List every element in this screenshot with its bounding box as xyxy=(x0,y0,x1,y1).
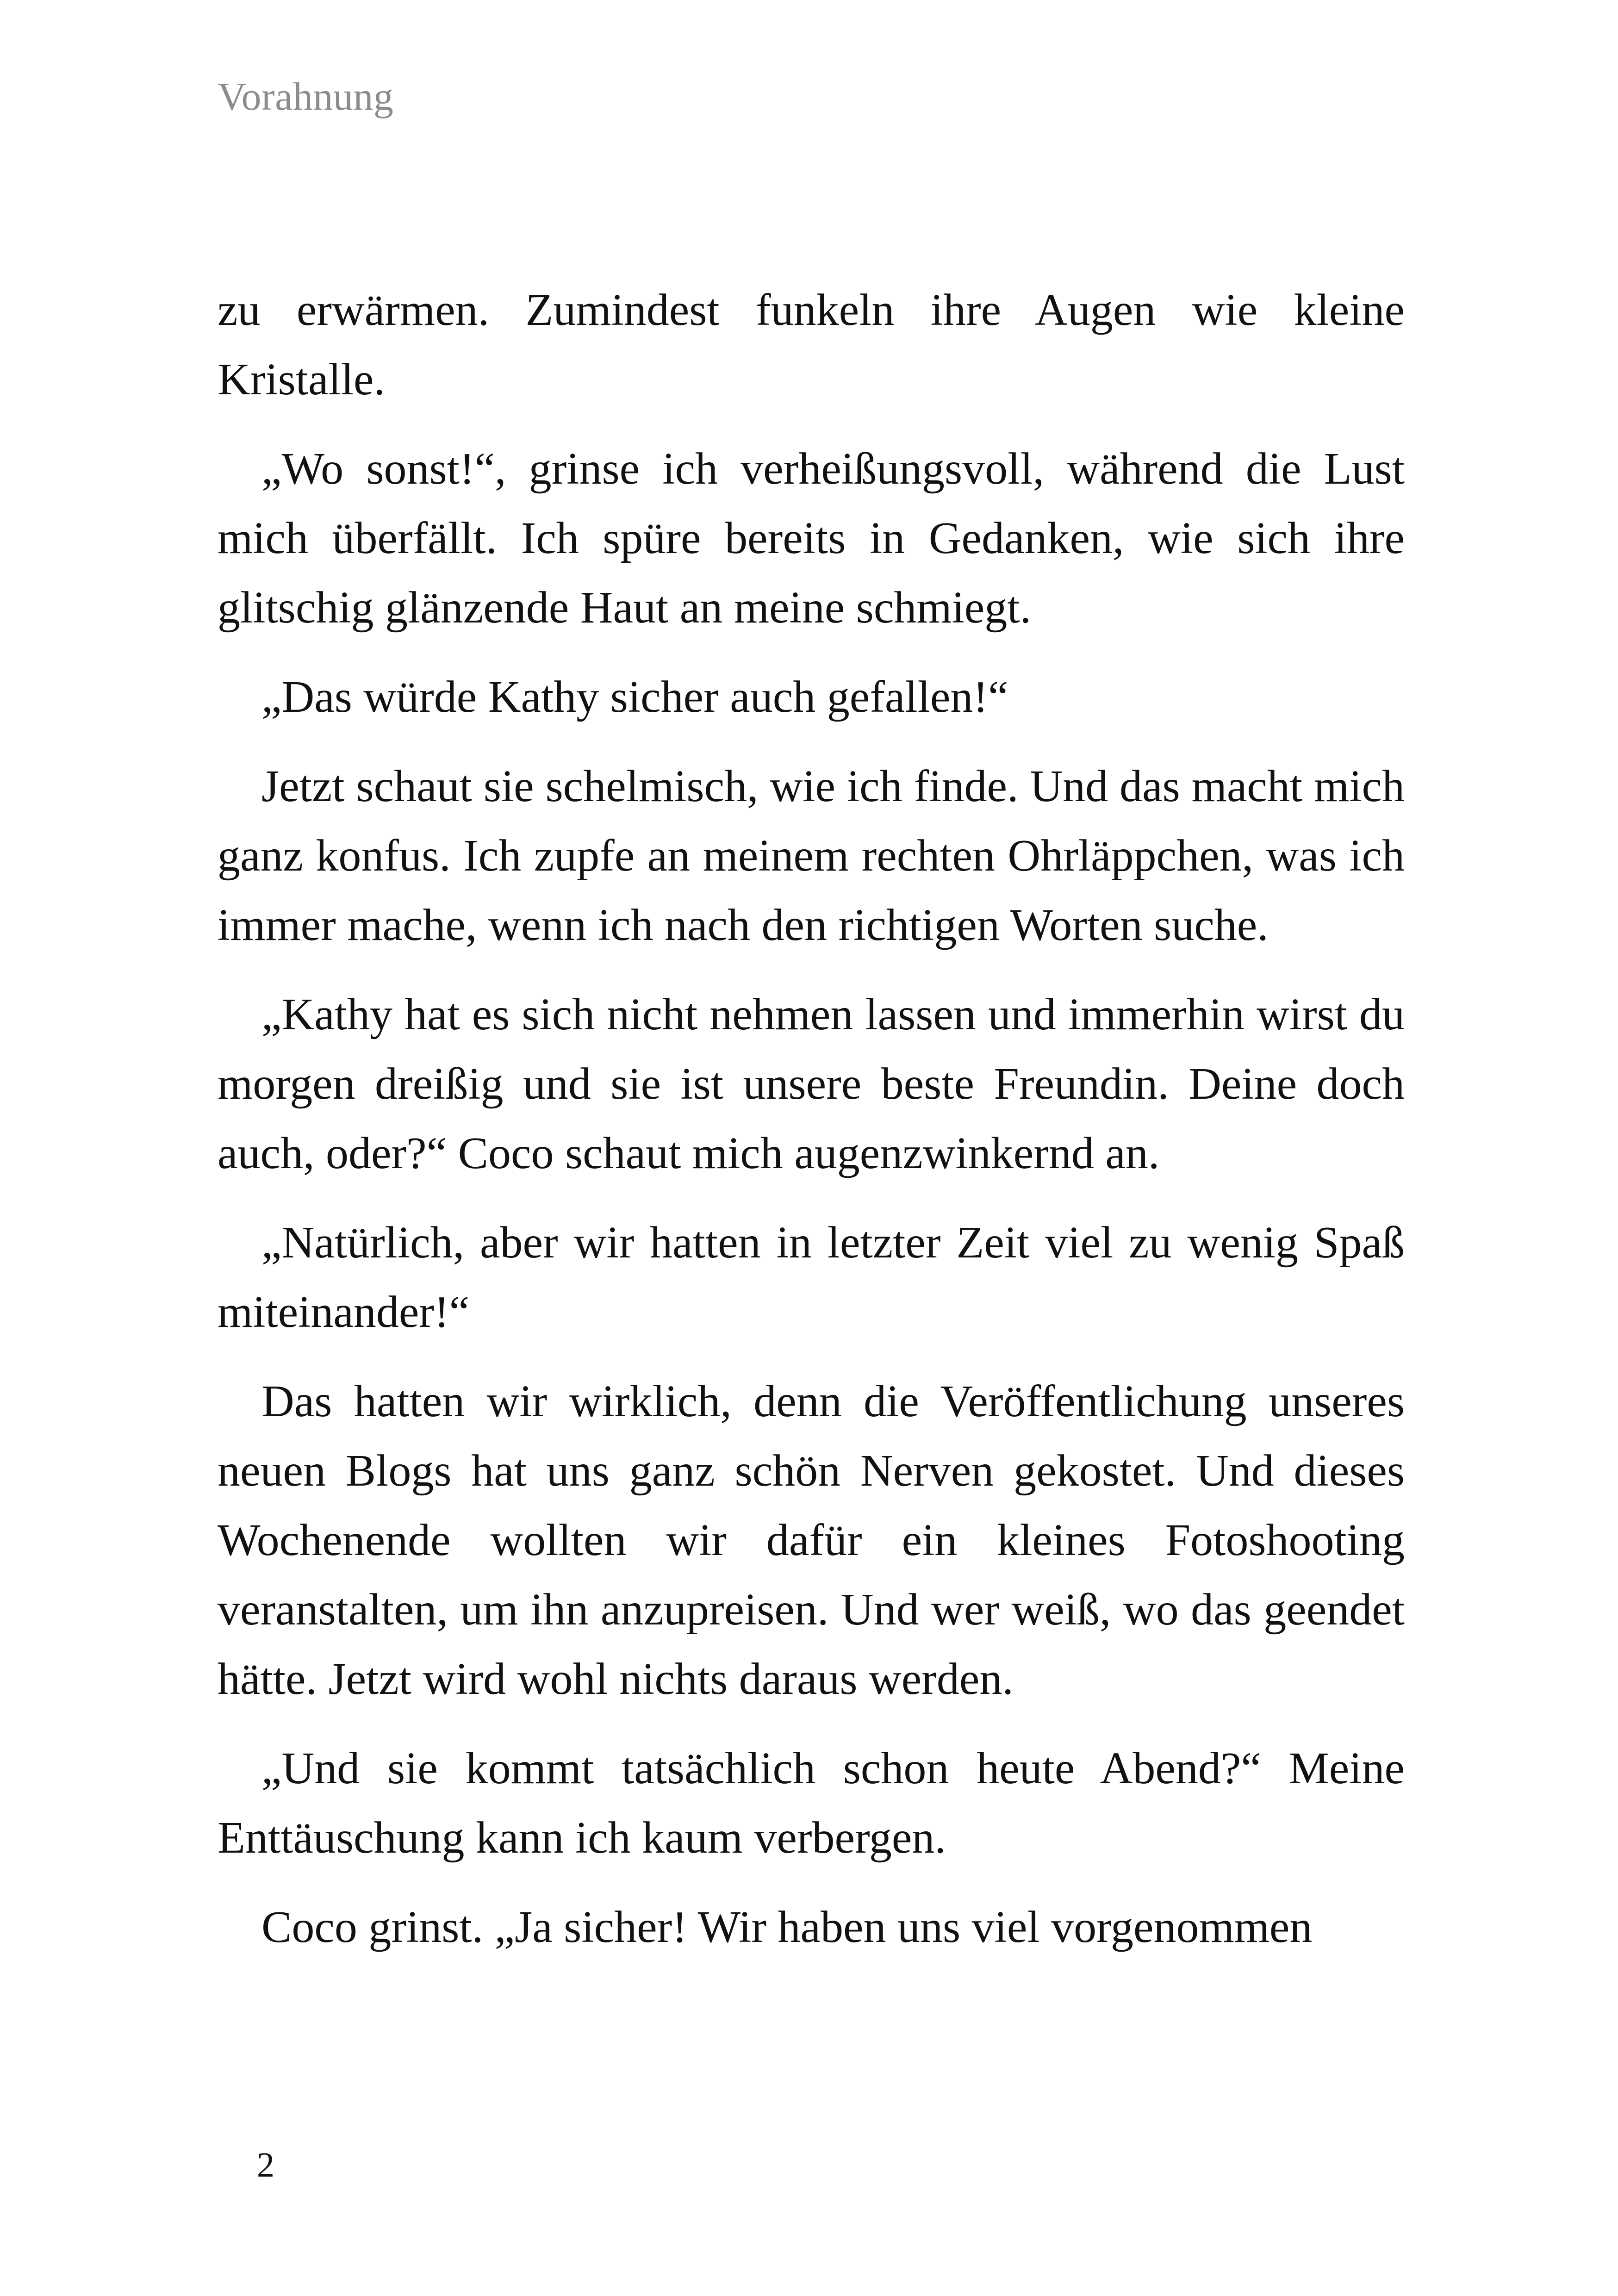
running-header-title: Vorahnung xyxy=(218,74,394,118)
paragraph: „Kathy hat es sich nicht nehmen lassen und immerhin wirst du morgen dreißig und sie ist unsere beste Freundin. Deine doch auch, oder?“ Coco schaut mich augenzwinkernd an. xyxy=(218,989,1405,1178)
body-text xyxy=(218,275,1405,1982)
paragraph: „Natürlich, aber wir hatten in letzter Zeit viel zu wenig Spaß miteinander!“ xyxy=(218,1218,1405,1337)
paragraph: Das hatten wir wirklich, denn die Veröffentlichung unseres neuen Blogs hat uns ganz schön Nerven gekostet. Und dieses Wochenende wollten wir dafür ein kleines Fotoshooting veranstalten, um ihn anzupreisen. Und wer weiß, wo das geendet hätte. Jetzt wird wohl nichts daraus werden. xyxy=(218,1376,1405,1704)
paragraph: „Und sie kommt tatsächlich schon heute Abend?“ Meine Enttäuschung kann ich kaum verbergen. xyxy=(218,1743,1405,1863)
paragraph: „Das würde Kathy sicher auch gefallen!“ xyxy=(261,672,1008,722)
paragraph: zu erwärmen. Zumindest funkeln ihre Augen wie kleine Kristalle. xyxy=(218,285,1405,404)
paragraph: „Wo sonst!“, grinse ich verheißungsvoll, während die Lust mich überfällt. Ich spüre bereits in Gedanken, wie sich ihre glitschig glänzende Haut an meine schmiegt. xyxy=(218,444,1405,633)
paragraph: Coco grinst. „Ja sicher! Wir haben uns viel vorgenommen xyxy=(261,1902,1313,1952)
paragraph: Jetzt schaut sie schelmisch, wie ich finde. Und das macht mich ganz konfus. Ich zupfe an meinem rechten Ohrläppchen, was ich immer mache, wenn ich nach den richtigen Worten suche. xyxy=(218,761,1405,950)
page-number: 2 xyxy=(257,2146,274,2184)
